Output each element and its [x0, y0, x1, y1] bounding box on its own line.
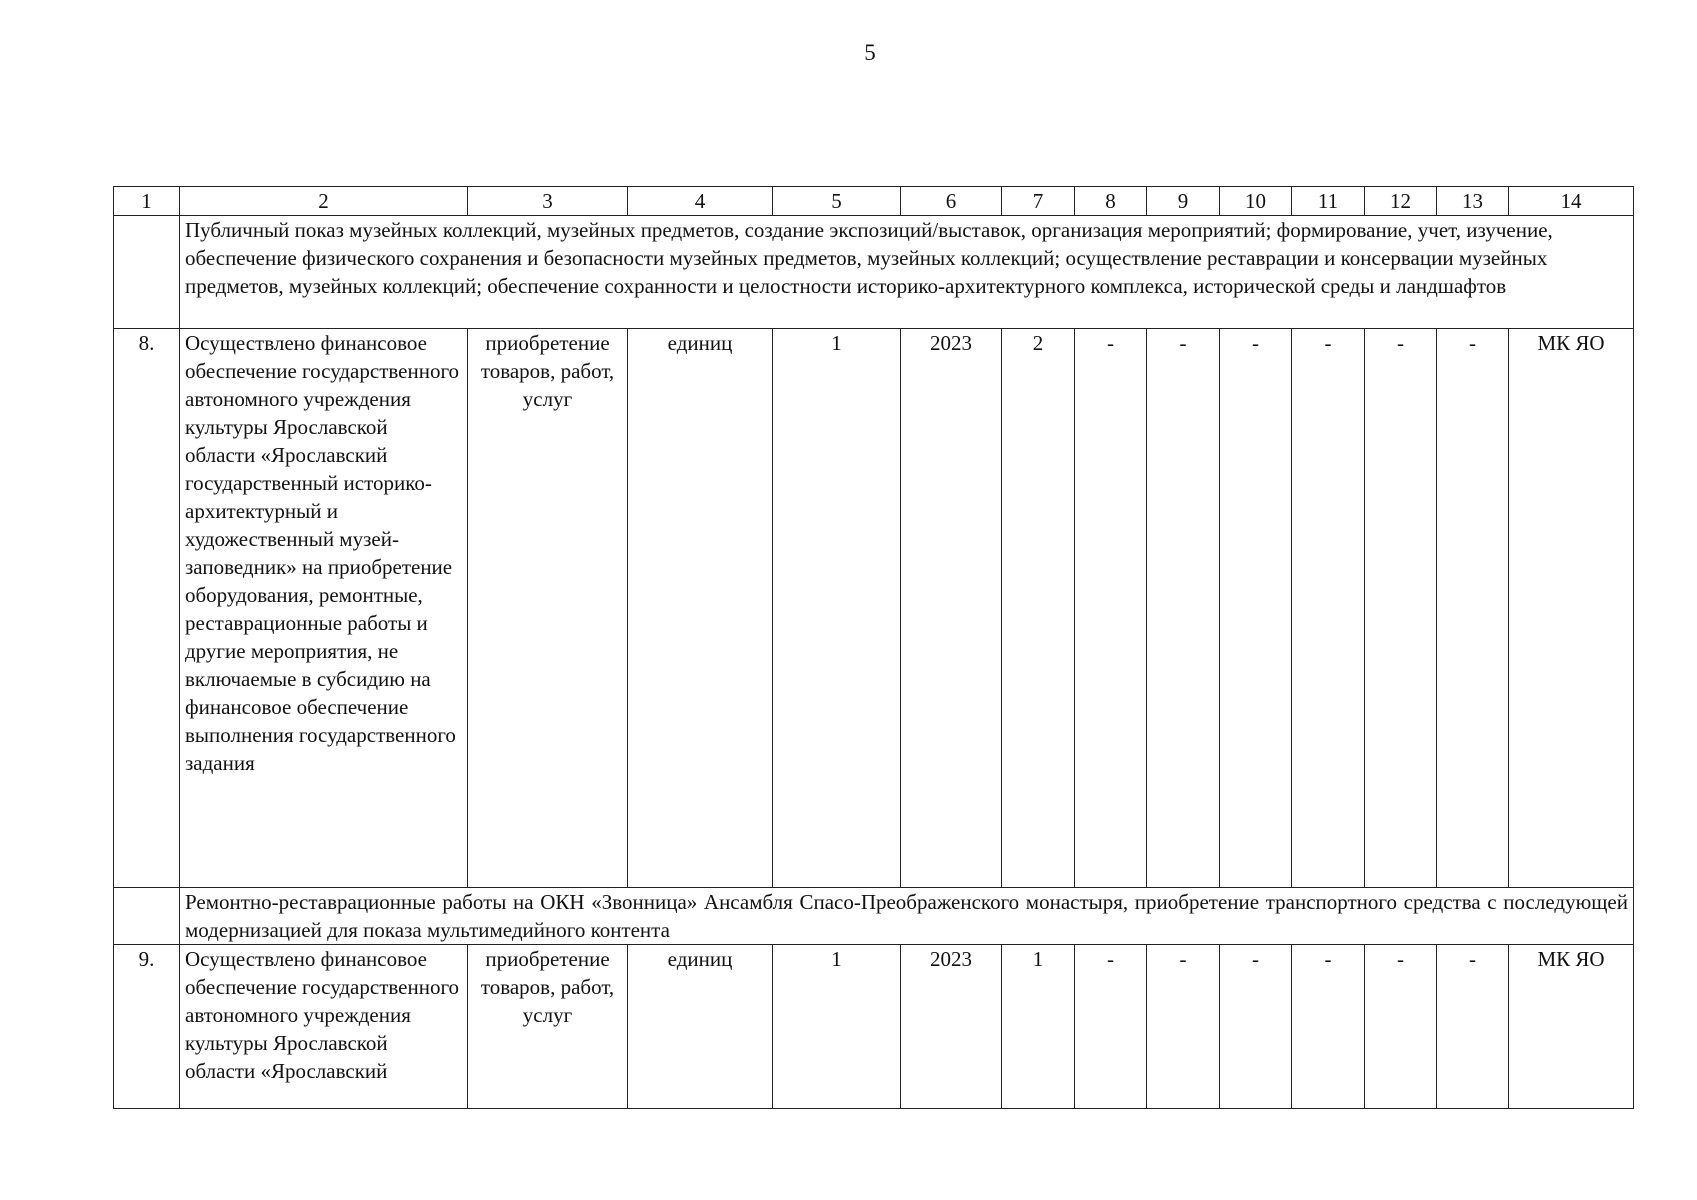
header-cell: 11: [1292, 187, 1365, 216]
section-row: [114, 216, 1634, 329]
row-year: 2023: [901, 329, 1002, 888]
header-cell: 4: [628, 187, 773, 216]
row-description: Осуществлено финансовое обеспечение государственного автономного учреждения культуры Ярославской области «Ярославский: [180, 945, 468, 1109]
header-cell: 8: [1075, 187, 1147, 216]
header-row: [114, 187, 1634, 216]
header-cell: 14: [1509, 187, 1634, 216]
row-responsible: МК ЯО: [1509, 945, 1634, 1109]
row-value: 2: [1002, 329, 1075, 888]
header-cell: 5: [773, 187, 901, 216]
row-value: -: [1292, 945, 1365, 1109]
header-cell: 3: [468, 187, 628, 216]
row-value: -: [1365, 945, 1437, 1109]
row-value: -: [1147, 329, 1220, 888]
header-cell: 1: [114, 187, 180, 216]
row-value: -: [1147, 945, 1220, 1109]
row-value: -: [1220, 945, 1292, 1109]
section-row: [114, 888, 1634, 945]
header-cell: 6: [901, 187, 1002, 216]
section-num-cell: [114, 216, 180, 329]
row-number: 8.: [114, 329, 180, 888]
row-description: Осуществлено финансовое обеспечение государственного автономного учреждения культуры Ярославской области «Ярославский государственный историко-архитектурный и художественный музей-заповедник» на приобретение оборудования, ремонтные, реставрационные работы и другие мероприятия, не включаемые в субсидию на финансовое обеспечение выполнения государственного задания: [180, 329, 468, 888]
page-number: 5: [864, 40, 876, 65]
row-value: 1: [773, 329, 901, 888]
row-responsible: МК ЯО: [1509, 329, 1634, 888]
header-cell: 10: [1220, 187, 1292, 216]
row-unit: единиц: [628, 329, 773, 888]
header-cell: 9: [1147, 187, 1220, 216]
section-num-cell: [114, 888, 180, 945]
row-value: -: [1292, 329, 1365, 888]
row-year: 2023: [901, 945, 1002, 1109]
row-number: 9.: [114, 945, 180, 1109]
section-title-1: Публичный показ музейных коллекций, музейных предметов, создание экспозиций/выставок, организация мероприятий; формирование, учет, изучение, обеспечение физического сохранения и безопасности музейных предметов, музейных коллекций; осуществление реставрации и консервации музейных предметов, музейных коллекций; обеспечение сохранности и целостности историко-архитектурного комплекса, исторической среды и ландшафтов: [180, 216, 1634, 329]
row-value: -: [1437, 329, 1509, 888]
header-cell: 12: [1365, 187, 1437, 216]
row-type: приобретение товаров, работ, услуг: [468, 329, 628, 888]
table-row: [114, 945, 1634, 1109]
row-value: -: [1220, 329, 1292, 888]
section-title-2: Ремонтно-реставрационные работы на ОКН «Звонница» Ансамбля Спасо-Преображенского монастыря, приобретение транспортного средства с последующей модернизацией для показа мультимедийного контента: [180, 888, 1634, 945]
row-value: -: [1437, 945, 1509, 1109]
header-cell: 7: [1002, 187, 1075, 216]
row-value: -: [1365, 329, 1437, 888]
row-type: приобретение товаров, работ, услуг: [468, 945, 628, 1109]
header-cell: 13: [1437, 187, 1509, 216]
row-value: 1: [773, 945, 901, 1109]
row-value: -: [1075, 329, 1147, 888]
table-row: [114, 329, 1634, 888]
header-cell: 2: [180, 187, 468, 216]
results-table: [113, 186, 1634, 1109]
row-value: -: [1075, 945, 1147, 1109]
row-unit: единиц: [628, 945, 773, 1109]
row-value: 1: [1002, 945, 1075, 1109]
